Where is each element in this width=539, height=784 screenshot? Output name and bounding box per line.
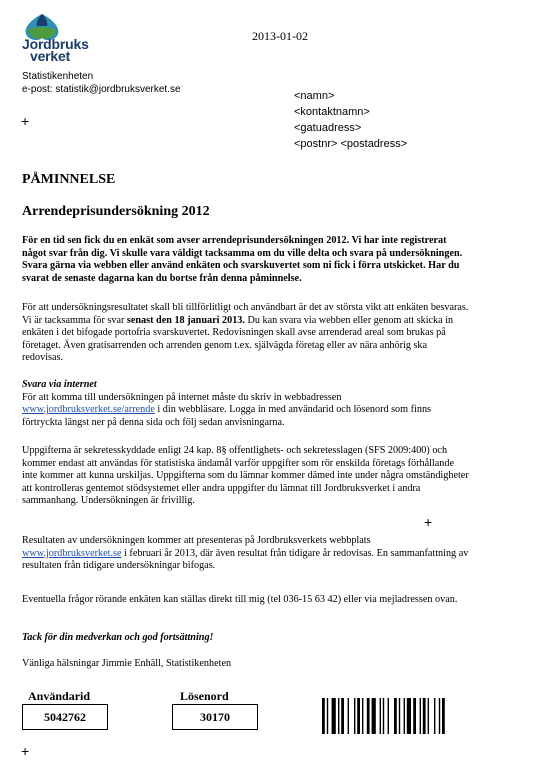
web-text-after: i din webbläsare. Logga in med användarid och lösenord som finns förtryckta längst ner på denna sida och följ sedan anvisningarna.	[22, 404, 432, 428]
web-heading: Svara via internet	[22, 379, 97, 390]
logo-line-1: Jordbruks	[22, 36, 89, 52]
logo-wordmark	[22, 38, 89, 62]
web-text-before: För att komma till undersökningen på internet måste du skriv in webbadressen	[22, 391, 342, 403]
address-name: <namn>	[294, 90, 335, 102]
password-box	[172, 704, 258, 730]
address-contact: <kontaktnamn>	[294, 106, 370, 118]
questions-paragraph	[22, 594, 470, 607]
address-postal: <postnr> <postadress>	[294, 138, 408, 150]
user-id-box	[22, 704, 108, 730]
regards-line: Vänliga hälsningar Jimmie Enhäll, Statistikenheten	[22, 658, 232, 669]
secrecy-text: Uppgifterna är sekretesskyddade enligt 24 kap. 8§ offentlighets- och sekretesslagen (SFS 2009:400) och kommer endast att användas för statistiska ändamål varför uppgifter som rör enskilda företags förhållande inte kommer att kunna urskiljas. Uppgifterna som du lämnar kommer dämed inte under några omständigheter att kontrolleras gentemot stödsystemet eller andra uppgifter du lämnat till Jordbruksverket i andra sammanhang. Undersökningen är frivillig.	[22, 445, 469, 507]
password-label: Lösenord	[180, 689, 229, 703]
questions-text: Eventuella frågor rörande enkäten kan ställas direkt till mig (tel 036-15 63 42) eller via mejladressen ovan.	[22, 594, 458, 605]
sender-email: e-post: statistik@jordbruksverket.se	[22, 83, 181, 95]
password-value: 30170	[200, 709, 230, 724]
results-web-link[interactable]: www.jordbruksverket.se	[22, 547, 122, 559]
deadline-paragraph	[22, 302, 470, 365]
user-id-value: 5042762	[44, 709, 86, 724]
sender-block	[22, 71, 181, 96]
survey-web-link[interactable]: www.jordbruksverket.se/arrende	[22, 404, 155, 416]
results-text-after: i februari år 2013, där även resultat från tidigare år redovisas. En sammanfattning av resultaten från tidigare undersökningar bifogas.	[22, 547, 469, 572]
address-street: <gatuadress>	[294, 122, 362, 134]
secrecy-paragraph	[22, 445, 470, 508]
barcode-image	[322, 698, 480, 734]
sender-unit: Statistikenheten	[22, 71, 94, 82]
recipient-address	[294, 88, 407, 152]
results-paragraph	[22, 535, 470, 573]
thanks-line: Tack för din medverkan och god fortsättning!	[22, 632, 214, 643]
deadline-text-before: För att undersökningsresultatet skall bli tillförlitligt och användbart är det av största vikt att enkäten besvaras. Vi är tacksamma för svar	[22, 302, 469, 326]
registration-mark-icon: +	[21, 113, 30, 129]
logo-line-2: verket	[30, 48, 71, 64]
results-text-before: Resultaten av undersökningen kommer att presenteras på Jordbruksverkets webbplats	[22, 535, 371, 546]
letter-date: 2013-01-02	[252, 29, 308, 43]
intro-paragraph	[22, 235, 470, 285]
survey-title: Arrendeprisundersökning 2012	[22, 204, 210, 219]
registration-mark-icon: +	[21, 743, 30, 759]
web-paragraph	[22, 379, 470, 429]
intro-text: För en tid sen fick du en enkät som avser arrendeprisundersökningen 2012. Vi har inte registrerat något svar från dig. Vi skulle vara väldigt tacksamma om du ville delta och svara på undersökningen. Svara gärna via webben eller använd enkäten och svarskuvertet som ni fick i förra utskicket. Har du svarat de senaste dagarna kan du bortse från denna påminnelse.	[22, 235, 463, 284]
user-id-label: Användarid	[28, 689, 91, 703]
registration-mark-icon: +	[424, 514, 433, 530]
deadline-text-after: Du kan svara via webben eller genom att skicka in enkäten i det bifogade portofria svarskuvertet. Redovisningen skall avse arrenderad areal som brukas på företaget. Även gratisarrenden och arrenden genom t.ex. självägda företag eller av nära anhörig ska redovisas.	[22, 314, 454, 364]
reminder-heading: PÅMINNELSE	[22, 172, 116, 187]
deadline-date: senast den 18 januari 2013.	[126, 314, 245, 326]
